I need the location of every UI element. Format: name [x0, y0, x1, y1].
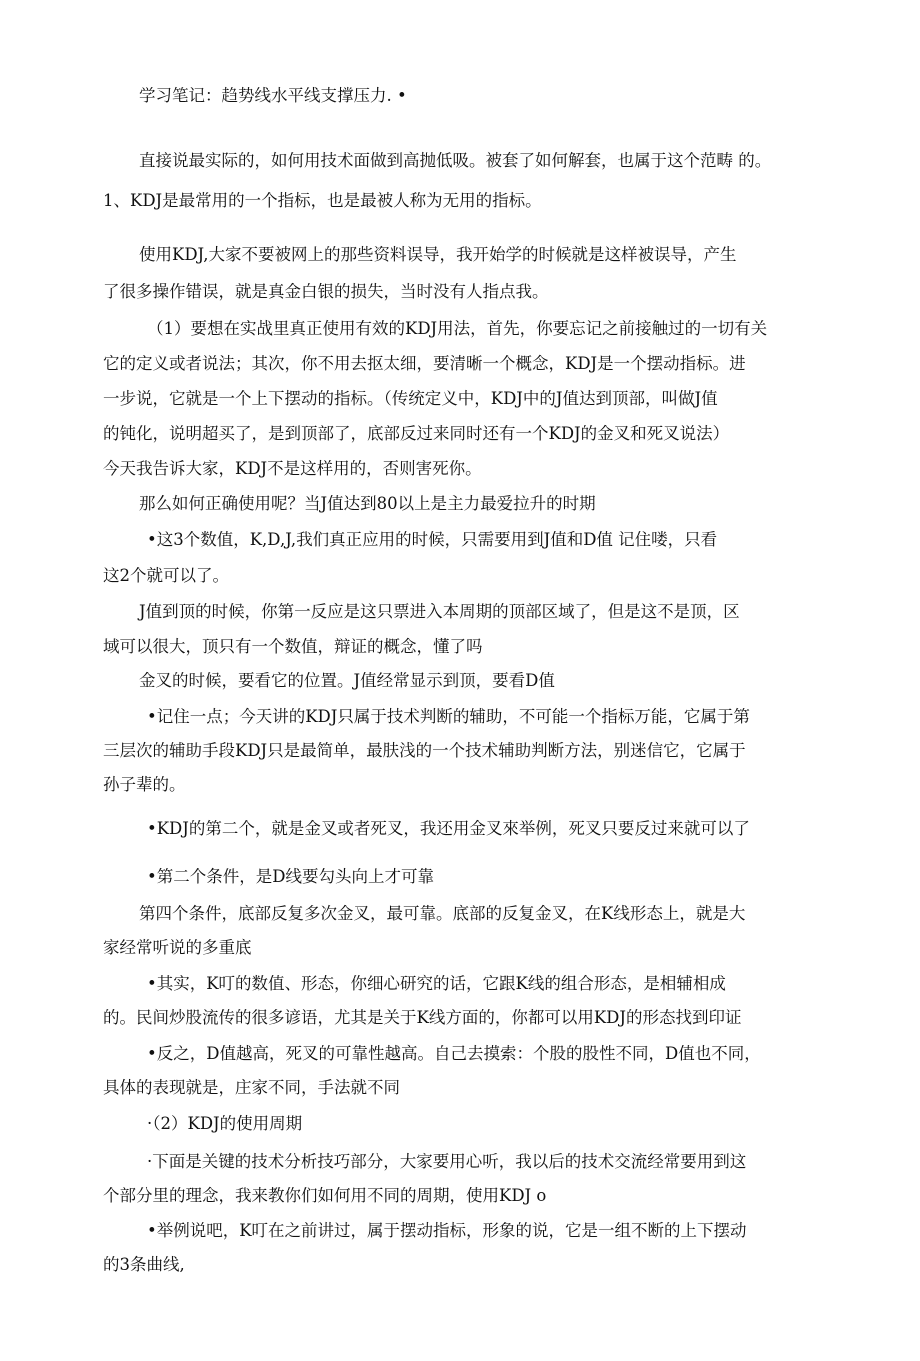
text-line: 具体的表现就是，庄家不同，手法就不同 — [103, 1078, 400, 1097]
text-line: 家经常听说的多重底 — [103, 938, 252, 957]
text-line: •KDJ的第二个，就是金叉或者死叉，我还用金叉來举例，死叉只要反过来就可以了 — [147, 819, 750, 838]
text-line: 1、KDJ是最常用的一个指标，也是最被人称为无用的指标。 — [103, 191, 542, 210]
text-line: J值到顶的时候，你第一反应是这只票进入本周期的顶部区域了，但是这不是顶，区 — [139, 602, 740, 621]
text-line: 今天我告诉大家，KDJ不是这样用的，否则害死你。 — [103, 459, 482, 478]
text-line: （1）要想在实战里真正使用有效的KDJ用法，首先，你要忘记之前接触过的一切有关 — [147, 319, 768, 338]
text-line: 三层次的辅助手段KDJ只是最简单，最肤浅的一个技术辅助判断方法，别迷信它，它属于 — [103, 741, 746, 760]
text-line: 使用KDJ,大家不要被网上的那些资料误导，我开始学的时候就是这样被误导，产生 — [139, 245, 737, 264]
text-line: 的钝化，说明超买了，是到顶部了，底部反过来同时还有一个KDJ的金叉和死叉说法） — [103, 424, 730, 443]
text-line: 那么如何正确使用呢？当J值达到80以上是主力最爱拉升的时期 — [139, 494, 596, 513]
text-line: 金叉的时候，要看它的位置。J值经常显示到顶，要看D值 — [139, 671, 555, 690]
text-line: •第二个条件，是D线要勾头向上才可靠 — [147, 867, 434, 886]
text-line: 这2个就可以了。 — [103, 566, 229, 585]
text-line: •其实，K叮的数值、形态，你细心研究的话，它跟K线的组合形态，是相辅相成 — [147, 974, 726, 993]
text-line: 个部分里的理念，我来教你们如何用不同的周期，使用KDJ o — [103, 1186, 547, 1205]
text-line: 直接说最实际的，如何用技术面做到高抛低吸。被套了如何解套，也属于这个范畴 的。 — [139, 151, 772, 170]
text-line: 的。民间炒股流传的很多谚语，尤其是关于K线方面的，你都可以用KDJ的形态找到印证 — [103, 1008, 742, 1027]
text-line: 第四个条件，底部反复多次金叉，最可靠。底部的反复金叉，在K线形态上，就是大 — [139, 904, 746, 923]
note-title: 学习笔记：趋势线水平线支撑压力. • — [139, 86, 407, 105]
text-line: •这3个数值，K,D,J,我们真正应用的时候，只需要用到J值和D值 记住喽，只看 — [147, 530, 718, 549]
text-line: 一步说，它就是一个上下摆动的指标。（传统定义中，KDJ中的J值达到顶部，叫做J值 — [103, 389, 718, 408]
text-line: •举例说吧，K叮在之前讲过，属于摆动指标，形象的说，它是一组不断的上下摆动 — [147, 1221, 747, 1240]
text-line: ·下面是关键的技术分析技巧部分，大家要用心听，我以后的技术交流经常要用到这 — [147, 1152, 747, 1171]
text-line: 它的定义或者说法；其次，你不用去抠太细，要清晰一个概念，KDJ是一个摆动指标。进 — [103, 354, 746, 373]
text-line: 的3条曲线, — [103, 1255, 185, 1274]
section-heading: ·（2）KDJ的使用周期 — [147, 1114, 303, 1133]
text-line: •反之，D值越高，死叉的可靠性越高。自己去摸索：个股的股性不同，D值也不同， — [147, 1044, 761, 1063]
text-line: 孙子辈的。 — [103, 775, 186, 794]
text-line: 了很多操作错误，就是真金白银的损失，当时没有人指点我。 — [103, 282, 549, 301]
text-line: •记住一点；今天讲的KDJ只属于技术判断的辅助，不可能一个指标万能，它属于第 — [147, 707, 750, 726]
text-line: 域可以很大，顶只有一个数值，辩证的概念，懂了吗 — [103, 637, 483, 656]
